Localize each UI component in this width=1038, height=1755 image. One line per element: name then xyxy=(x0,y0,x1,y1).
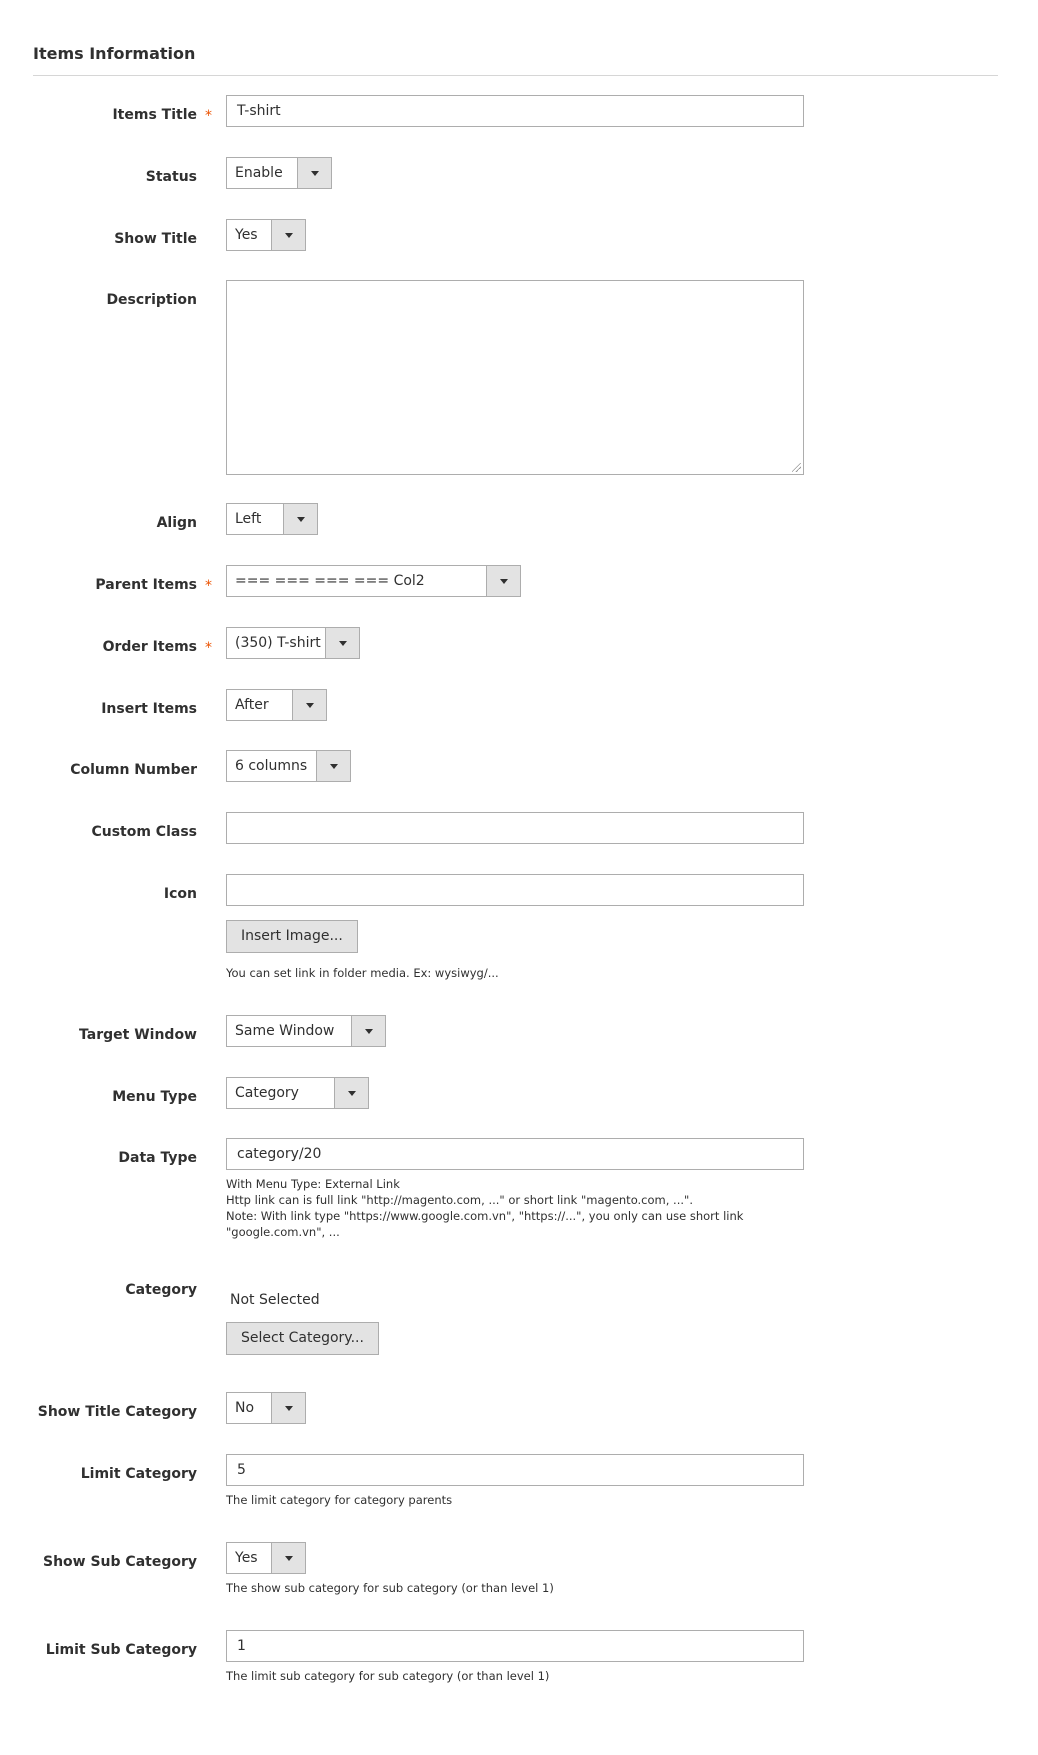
description-textarea[interactable] xyxy=(226,280,804,475)
show-title-label: Show Title xyxy=(114,231,197,247)
show-sub-category-select[interactable] xyxy=(226,1542,306,1574)
column-number-selected-value: 6 columns xyxy=(235,758,308,774)
data-type-note-line: With Menu Type: External Link xyxy=(226,1177,400,1191)
category-value: Not Selected xyxy=(230,1292,320,1308)
menu-type-selected-value: Category xyxy=(235,1085,299,1101)
show-sub-category-note: The show sub category for sub category (or than level 1) xyxy=(226,1581,554,1595)
select-category-button[interactable]: Select Category... xyxy=(226,1322,379,1355)
icon-label: Icon xyxy=(163,886,197,902)
description-label: Description xyxy=(106,292,197,308)
status-select[interactable] xyxy=(226,157,332,189)
data-type-label: Data Type xyxy=(118,1150,197,1166)
target-window-selected-value: Same Window xyxy=(235,1023,335,1039)
column-number-label: Column Number xyxy=(70,762,197,778)
custom-class-label: Custom Class xyxy=(91,824,197,840)
chevron-down-icon[interactable] xyxy=(283,504,317,534)
show-sub-category-label: Show Sub Category xyxy=(43,1554,197,1570)
chevron-down-icon[interactable] xyxy=(325,628,359,658)
icon-note: You can set link in folder media. Ex: wysiwyg/... xyxy=(226,966,499,980)
chevron-down-icon[interactable] xyxy=(292,690,326,720)
required-mark: * xyxy=(205,108,212,124)
resize-grip-icon[interactable] xyxy=(792,463,801,472)
limit-category-input[interactable]: 5 xyxy=(226,1454,804,1486)
target-window-label: Target Window xyxy=(79,1027,197,1043)
data-type-input[interactable]: category/20 xyxy=(226,1138,804,1170)
show-title-category-select[interactable] xyxy=(226,1392,306,1424)
required-mark: * xyxy=(205,578,212,594)
limit-sub-category-label: Limit Sub Category xyxy=(45,1642,197,1658)
insert-items-select[interactable] xyxy=(226,689,327,721)
show-title-select[interactable] xyxy=(226,219,306,251)
order-items-selected-value: (350) T-shirt xyxy=(235,635,321,651)
parent-items-select[interactable] xyxy=(226,565,521,597)
align-select[interactable] xyxy=(226,503,318,535)
column-number-select[interactable] xyxy=(226,750,351,782)
limit-category-note: The limit category for category parents xyxy=(226,1493,453,1507)
order-items-select[interactable] xyxy=(226,627,360,659)
menu-type-label: Menu Type xyxy=(112,1089,197,1105)
limit-sub-category-note: The limit sub category for sub category (or than level 1) xyxy=(226,1669,550,1683)
custom-class-input[interactable] xyxy=(226,812,804,844)
insert-items-label: Insert Items xyxy=(101,701,197,717)
category-label: Category xyxy=(125,1282,197,1298)
items-title-input[interactable]: T-shirt xyxy=(226,95,804,127)
align-selected-value: Left xyxy=(235,511,262,527)
data-type-note-line: "google.com.vn", ... xyxy=(226,1225,340,1239)
menu-type-select[interactable] xyxy=(226,1077,369,1109)
insert-image-button[interactable]: Insert Image... xyxy=(226,920,358,953)
section-divider xyxy=(33,75,998,76)
chevron-down-icon[interactable] xyxy=(271,1543,305,1573)
data-type-note-line: Http link can is full link "http://magento.com, ..." or short link "magento.com, ...". xyxy=(226,1193,693,1207)
chevron-down-icon[interactable] xyxy=(271,1393,305,1423)
target-window-select[interactable] xyxy=(226,1015,386,1047)
align-label: Align xyxy=(156,515,197,531)
chevron-down-icon[interactable] xyxy=(351,1016,385,1046)
icon-input[interactable] xyxy=(226,874,804,906)
show-title-category-label: Show Title Category xyxy=(37,1404,197,1420)
chevron-down-icon[interactable] xyxy=(297,158,331,188)
limit-sub-category-input[interactable]: 1 xyxy=(226,1630,804,1662)
show-sub-category-selected-value: Yes xyxy=(235,1550,258,1566)
limit-category-label: Limit Category xyxy=(80,1466,197,1482)
status-selected-value: Enable xyxy=(235,165,283,181)
status-label: Status xyxy=(145,169,197,185)
show-title-category-selected-value: No xyxy=(235,1400,255,1416)
data-type-note-line: Note: With link type "https://www.google.com.vn", "https://...", you only can use short link xyxy=(226,1209,744,1223)
required-mark: * xyxy=(205,640,212,656)
chevron-down-icon[interactable] xyxy=(486,566,520,596)
parent-items-selected-value: === === === === Col2 xyxy=(235,573,425,589)
chevron-down-icon[interactable] xyxy=(271,220,305,250)
order-items-label: Order Items xyxy=(102,639,197,655)
section-title: Items Information xyxy=(33,44,196,63)
insert-items-selected-value: After xyxy=(235,697,269,713)
chevron-down-icon[interactable] xyxy=(316,751,350,781)
items-title-label: Items Title xyxy=(112,107,197,123)
chevron-down-icon[interactable] xyxy=(334,1078,368,1108)
show-title-selected-value: Yes xyxy=(235,227,258,243)
parent-items-label: Parent Items xyxy=(95,577,197,593)
